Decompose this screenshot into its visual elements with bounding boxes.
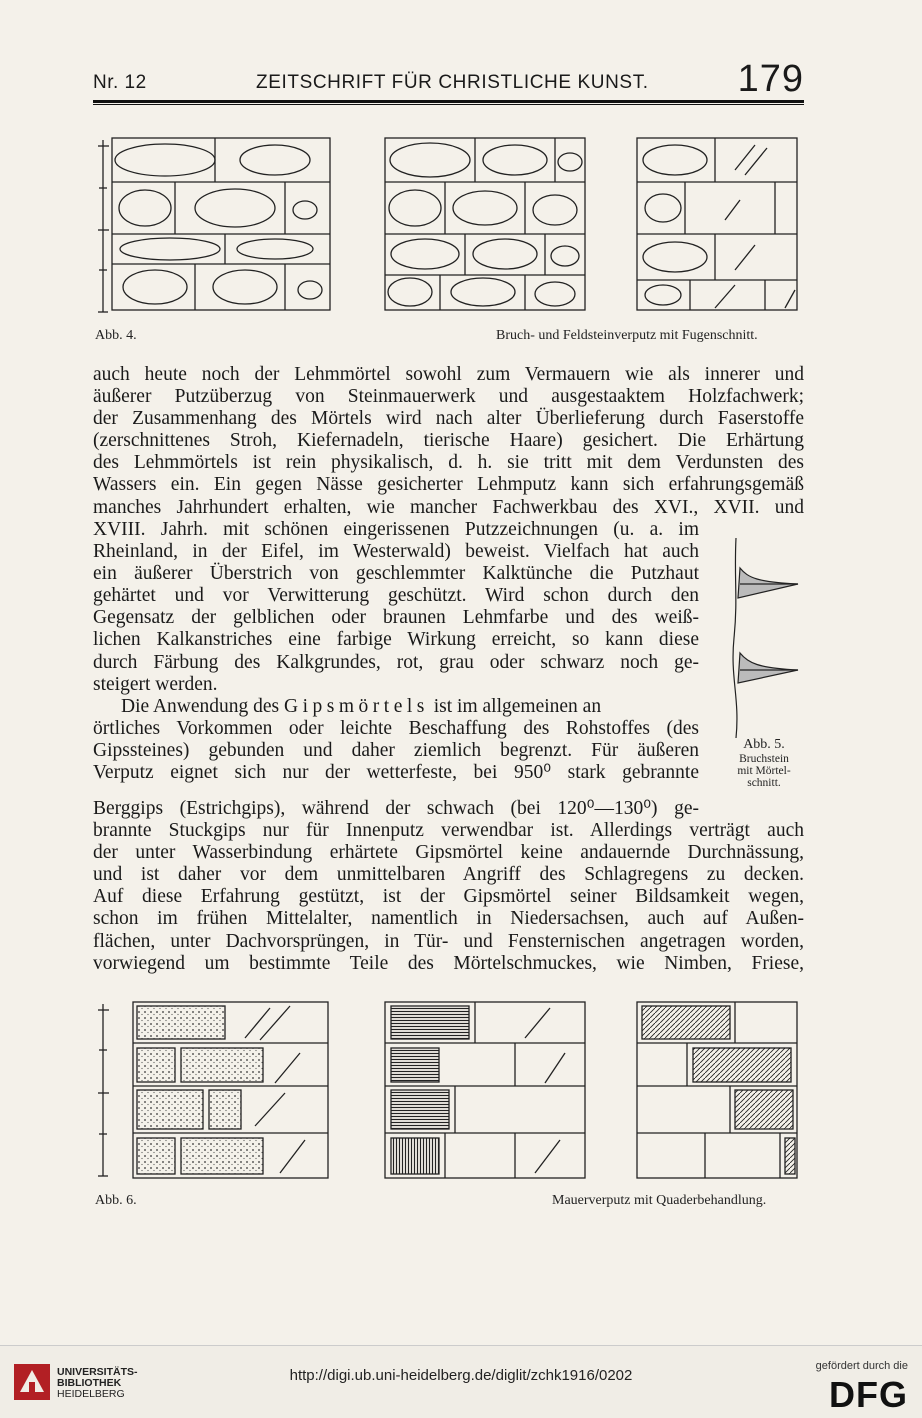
text-line: Gegensatz der gelblichen oder braunen Lehmfarbe und des weiß- (93, 607, 699, 629)
figure-4-label: Abb. 4. (95, 328, 137, 343)
text-fragment: Die Anwendung des (121, 695, 285, 717)
issue-number: Nr. 12 (93, 72, 147, 93)
figure-5-caption-line: schnitt. (747, 777, 781, 789)
running-header (93, 58, 804, 102)
text-line: Auf diese Erfahrung gestützt, ist der Gipsmörtel seiner Bildsamkeit wegen, (93, 886, 804, 908)
text-line: der Zusammenhang des Mörtels wird nach alter Überlieferung durch Faserstoffe (93, 408, 804, 430)
text-line: durch Färbung des Kalkgrundes, rot, grau oder schwarz noch ge- (93, 651, 699, 673)
text-line: des Lehmmörtels ist rein physikalisch, d. h. sie tritt mit dem Verdunsten des (93, 452, 804, 474)
figure-4-drawing (95, 130, 807, 320)
spaced-term: Gipsmörtels (284, 695, 429, 717)
figure-6-drawing (95, 998, 807, 1183)
body-text-narrow (93, 519, 699, 784)
text-line-gipsmoertel (93, 696, 699, 718)
text-line: Verputz eignet sich nur der wetterfeste, bei 950⁰ stark gebrannte (93, 762, 699, 784)
dfg-logo: DFG (829, 1374, 908, 1415)
permalink[interactable]: http://digi.ub.uni-heidelberg.de/diglit/zchk1916/0202 (289, 1367, 633, 1384)
text-line: äußerer Putzüberzug von Steinmauerwerk und ausgestaaktem Holzfachwerk; (93, 386, 804, 408)
figure-5-label: Abb. 5. (743, 737, 785, 752)
figure-5-caption-line: mit Mörtel- (737, 765, 791, 777)
text-line: brannte Stuckgips nur für Innenputz verwendbar ist. Allerdings verträgt auch (93, 820, 804, 842)
library-name-line: UNIVERSITÄTS- (57, 1366, 138, 1378)
library-name-line: HEIDELBERG (57, 1388, 125, 1400)
journal-title: ZEITSCHRIFT FÜR CHRISTLICHE KUNST. (256, 72, 649, 93)
text-line: der unter Wasserbindung erhärtete Gipsmörtel keine andauernde Durchnässung, (93, 842, 804, 864)
text-line: (zerschnittenes Stroh, Kiefernadeln, tierische Haare) gesichert. Die Erhärtung (93, 430, 804, 452)
body-text-bottom (93, 798, 804, 975)
text-line: Rheinland, in der Eifel, im Westerwald) beweist. Vielfach hat auch (93, 541, 699, 563)
text-line: Berggips (Estrichgips), während der schwach (bei 120⁰—130⁰) ge- (93, 798, 699, 819)
page-number: 179 (737, 58, 804, 100)
text-line: auch heute noch der Lehmmörtel sowohl zum Vermauern wie als innerer und (93, 364, 804, 385)
text-line: vorwiegend um bestimmte Teile des Mörtelschmuckes, wie Nimben, Friese, (93, 952, 804, 974)
text-line: gehärtet und vor Verwitterung geschützt. Wird schon durch den (93, 585, 699, 607)
text-fragment: ist im allgemeinen an (428, 695, 602, 717)
header-rule-thin (93, 104, 804, 105)
library-name-line: BIBLIOTHEK (57, 1377, 122, 1389)
text-line: XVIII. Jahrh. mit schönen eingerissenen Putzzeichnungen (u. a. im (93, 519, 699, 540)
text-line: schon im frühen Mittelalter, namentlich in Niedersachsen, auch auf Außen- (93, 908, 804, 930)
text-line: lichen Kalkanstriches eine farbige Wirkung erreicht, so kann diese (93, 629, 699, 651)
text-line: und ist daher vor dem unmittelbaren Angriff des Schlagregens zu decken. (93, 864, 804, 886)
figure-5-caption (722, 737, 806, 789)
body-text-top (93, 364, 804, 519)
text-line: flächen, unter Dachvorsprüngen, in Tür- und Fensternischen angetragen worden, (93, 930, 804, 952)
funding-note: gefördert durch die (815, 1360, 908, 1372)
text-line: manches Jahrhundert erhalten, wie mancher Fachwerkbau des XVI., XVII. und (93, 496, 804, 518)
figure-6-label: Abb. 6. (95, 1193, 137, 1208)
figure-6-caption: Mauerverputz mit Quaderbehandlung. (552, 1193, 767, 1208)
header-rule-thick (93, 100, 804, 103)
figure-5-drawing (718, 538, 804, 738)
figure-4-caption: Bruch- und Feldsteinverputz mit Fugenschnitt. (496, 328, 758, 343)
figure-5-caption-line: Bruchstein (739, 753, 789, 765)
text-line: örtliches Vorkommen oder leichte Beschaffung des Rohstoffes (des (93, 717, 699, 739)
text-line: ein äußerer Überstrich von geschlemmter Kalktünche die Putzhaut (93, 563, 699, 585)
text-line-last: steigert werden. (93, 673, 218, 695)
text-line: Wassers ein. Ein gegen Nässe gesicherter Lehmputz kann sich erfahrungsgemäß (93, 474, 804, 496)
text-line: Gipssteines) gebunden und daher ziemlich begrenzt. Für äußeren (93, 739, 699, 761)
